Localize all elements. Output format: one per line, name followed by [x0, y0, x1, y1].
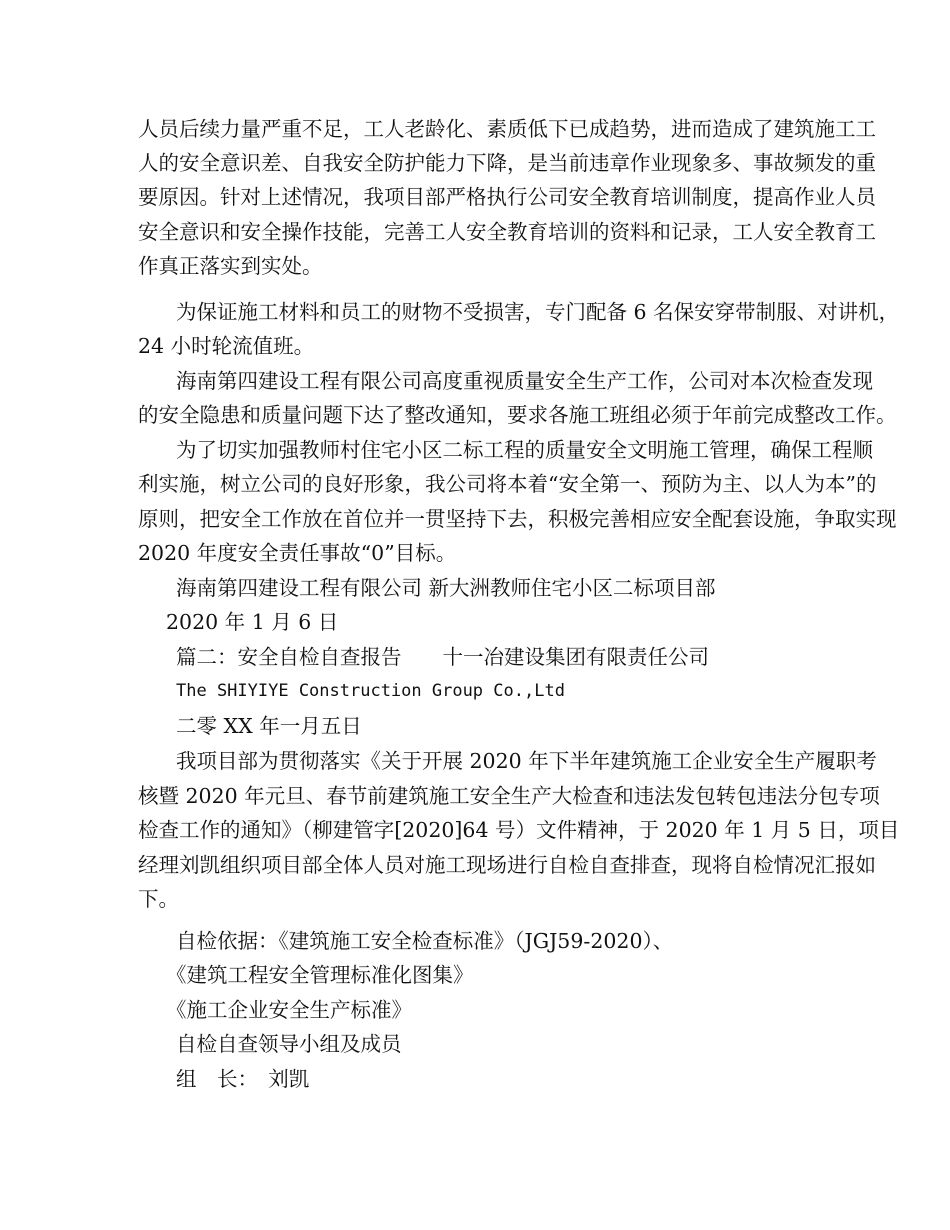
- signature-date: 2020 年 1 月 6 日: [166, 610, 339, 634]
- group-heading: 自检自查领导小组及成员: [176, 1032, 402, 1056]
- paragraph-line: 24 小时轮流值班。: [138, 334, 315, 358]
- basis-line: 自检依据：《建筑施工安全检查标准》（JGJ59-2020）、: [176, 929, 674, 953]
- paragraph-line: 人员后续力量严重不足，工人老龄化、素质低下已成趋势，进而造成了建筑施工工: [138, 117, 876, 141]
- paragraph-line: 利实施，树立公司的良好形象，我公司将本着“安全第一、预防为主、以人为本”的: [138, 472, 877, 496]
- basis-line: 《建筑工程安全管理标准化图集》: [166, 963, 474, 987]
- basis-line: 《施工企业安全生产标准》: [166, 998, 412, 1022]
- company-english-name: The SHIYIYE Construction Group Co.,Ltd: [176, 681, 565, 701]
- paragraph-line: 安全意识和安全操作技能，完善工人安全教育培训的资料和记录，工人安全教育工: [138, 220, 876, 244]
- group-leader: 组 长： 刘凯: [176, 1067, 310, 1091]
- paragraph-line: 下。: [138, 887, 179, 911]
- paragraph-line: 的安全隐患和质量问题下达了整改通知，要求各施工班组必须于年前完成整改工作。: [138, 403, 897, 427]
- signature-org: 海南第四建设工程有限公司 新大洲教师住宅小区二标项目部: [176, 576, 716, 600]
- paragraph-line: 2020 年度安全责任事故“0”目标。: [138, 541, 457, 565]
- paragraph-line: 我项目部为贯彻落实《关于开展 2020 年下半年建筑施工企业安全生产履职考: [176, 749, 877, 773]
- paragraph-line: 为了切实加强教师村住宅小区二标工程的质量安全文明施工管理，确保工程顺: [176, 438, 873, 462]
- paragraph-line: 作真正落实到实处。: [138, 254, 323, 278]
- paragraph-line: 检查工作的通知》（柳建管字[2020]64 号）文件精神，于 2020 年 1 月 5 日，项目: [138, 818, 900, 842]
- paragraph-line: 原则，把安全工作放在首位并一贯坚持下去，积极完善相应安全配套设施，争取实现: [138, 507, 897, 531]
- paragraph-line: 核暨 2020 年元旦、春节前建筑施工安全生产大检查和违法发包转包违法分包专项: [138, 784, 880, 808]
- report-date: 二零 XX 年一月五日: [176, 714, 362, 738]
- paragraph-line: 要原因。针对上述情况，我项目部严格执行公司安全教育培训制度，提高作业人员: [138, 185, 876, 209]
- paragraph-line: 为保证施工材料和员工的财物不受损害，专门配备 6 名保安穿带制服、对讲机，: [176, 300, 900, 324]
- section-heading: 篇二：安全自检自查报告 十一冶建设集团有限责任公司: [176, 645, 709, 669]
- paragraph-line: 海南第四建设工程有限公司高度重视质量安全生产工作，公司对本次检查发现: [176, 369, 873, 393]
- paragraph-line: 人的安全意识差、自我安全防护能力下降，是当前违章作业现象多、事故频发的重: [138, 151, 876, 175]
- paragraph-line: 经理刘凯组织项目部全体人员对施工现场进行自检自查排查，现将自检情况汇报如: [138, 853, 876, 877]
